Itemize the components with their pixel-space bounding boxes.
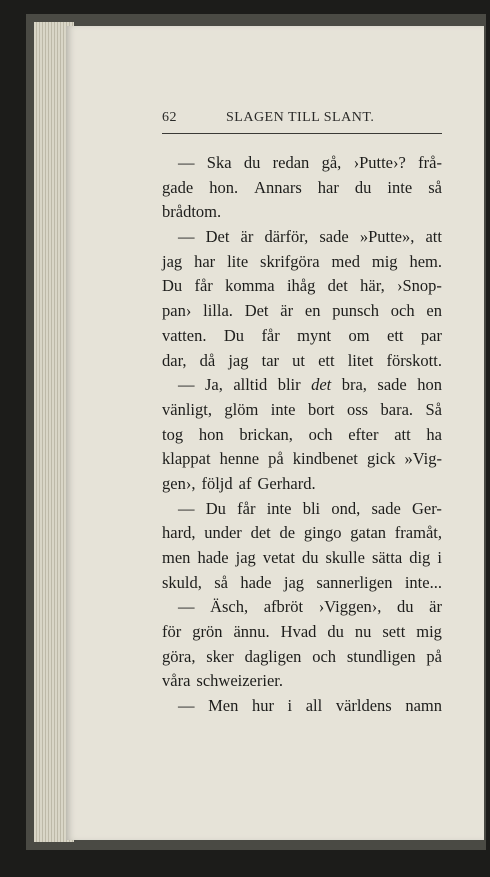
word: henne <box>219 449 260 469</box>
word: — <box>178 227 195 247</box>
word: stundligen <box>346 646 416 666</box>
text-line <box>162 546 442 571</box>
word: lilla. <box>203 301 233 321</box>
word: ett <box>387 325 404 345</box>
word: Hvad <box>280 622 317 642</box>
word: sannerligen <box>316 572 393 592</box>
word: punsch <box>332 301 380 321</box>
word: är <box>429 597 442 617</box>
word: det <box>327 276 348 296</box>
word: dar, <box>162 350 187 370</box>
word: har <box>317 177 339 197</box>
word: brådtom. <box>162 202 222 222</box>
word: »Putte», <box>359 227 415 247</box>
text-line <box>162 324 442 349</box>
word: efter <box>348 424 379 444</box>
word: sätta <box>371 548 403 567</box>
word: gingo <box>303 523 342 543</box>
word: Det <box>205 227 230 247</box>
word: hon. <box>209 177 239 197</box>
word: — <box>178 597 195 617</box>
word: och <box>308 424 333 444</box>
word: därför, <box>264 227 309 247</box>
word: och <box>390 301 415 321</box>
word: mynt <box>297 325 332 345</box>
text-line <box>162 200 442 225</box>
word: pan› <box>162 301 192 321</box>
word: bra, <box>341 375 367 395</box>
word: de <box>279 523 296 543</box>
word: att <box>425 227 442 247</box>
text-line <box>162 398 442 423</box>
word: bli <box>302 498 321 518</box>
word: komma <box>225 276 275 296</box>
word: för <box>162 622 182 642</box>
text-line <box>162 595 442 620</box>
word: — <box>178 498 195 518</box>
word: af <box>238 473 252 493</box>
word: par <box>420 325 442 345</box>
word: så <box>214 572 228 592</box>
word: — <box>178 696 195 716</box>
word: du <box>301 548 319 567</box>
word: ett <box>318 350 335 370</box>
word: blir <box>277 375 301 395</box>
word: på <box>268 449 284 469</box>
word: vatten. <box>162 325 207 345</box>
word: gatan <box>350 523 387 543</box>
word: Annars <box>254 177 302 197</box>
word: »Vig- <box>404 449 442 469</box>
word: skrifgöra <box>260 251 320 271</box>
word: mig <box>416 622 442 642</box>
word: ihåg <box>286 276 316 296</box>
word: litet <box>347 350 374 370</box>
body-text <box>162 151 442 719</box>
word: du <box>243 153 261 172</box>
text-line <box>162 472 442 497</box>
word: hon <box>417 375 442 395</box>
text-line <box>162 274 442 299</box>
text-line <box>162 645 442 670</box>
word: hon <box>198 424 224 444</box>
word: Du <box>223 325 245 345</box>
word: tar <box>261 350 280 370</box>
word: en <box>426 301 442 321</box>
word: gade <box>162 177 194 197</box>
word: Du <box>205 498 226 518</box>
running-header <box>162 110 442 128</box>
word: skuld, <box>162 572 202 592</box>
word: inte... <box>404 572 442 592</box>
word: har <box>194 251 216 271</box>
word: förskott. <box>386 350 442 370</box>
word: bara. <box>380 399 414 419</box>
text-line <box>162 521 442 546</box>
word: hade <box>197 548 229 567</box>
word: redan <box>272 153 310 172</box>
text-line <box>162 669 442 694</box>
word: det <box>250 523 271 543</box>
word: att <box>394 424 411 444</box>
word: grön <box>192 622 223 642</box>
text-line <box>162 225 442 250</box>
word: afbröt <box>263 597 304 617</box>
word: schweizerier. <box>196 671 283 691</box>
text-line <box>162 694 442 719</box>
word: under <box>204 523 242 543</box>
word: får <box>237 498 256 518</box>
word: är <box>280 301 294 321</box>
word: Men <box>208 696 239 716</box>
word: du <box>327 622 344 642</box>
word: gen›, <box>162 473 196 493</box>
word: jag <box>162 251 183 271</box>
word: alltid <box>233 375 268 395</box>
word: Äsch, <box>210 597 249 617</box>
word: brickan, <box>239 424 293 444</box>
word: frå- <box>418 153 442 172</box>
word: — <box>178 153 195 172</box>
word: glöm <box>224 399 259 419</box>
word: följd <box>201 473 233 493</box>
word: ›Viggen›, <box>318 597 382 617</box>
word: sade <box>319 227 349 247</box>
word: inte <box>387 177 413 197</box>
word: sett <box>382 622 406 642</box>
word: du <box>354 177 372 197</box>
word: kindbenet <box>292 449 358 469</box>
word: framåt, <box>394 523 442 543</box>
word: gick <box>366 449 396 469</box>
text-line <box>162 373 442 398</box>
text-line <box>162 447 442 472</box>
word: våra <box>162 671 191 691</box>
word: jag <box>235 548 256 567</box>
word: här, <box>360 276 385 296</box>
word: ännu. <box>233 622 270 642</box>
text-line <box>162 571 442 596</box>
word: ond, <box>331 498 361 518</box>
word: Gerhard. <box>257 473 316 493</box>
word: lite <box>227 251 249 271</box>
text-line <box>162 423 442 448</box>
running-title: SLAGEN TILL SLANT. <box>226 110 375 125</box>
word: vänligt, <box>162 399 212 419</box>
word: ha <box>426 424 442 444</box>
word: sker <box>206 646 234 666</box>
word: så <box>428 177 442 197</box>
word: på <box>426 646 442 666</box>
word: ut <box>292 350 305 370</box>
word: klappat <box>162 449 211 469</box>
word: namn <box>405 696 442 716</box>
word: dagligen <box>244 646 302 666</box>
word: mig <box>371 251 398 271</box>
word: nu <box>354 622 372 642</box>
word: gå, <box>321 153 342 172</box>
word: då <box>199 350 216 370</box>
word: vetat <box>262 548 295 567</box>
word: Ger- <box>412 498 442 518</box>
word: hard, <box>162 523 196 543</box>
text-line <box>162 299 442 324</box>
word: sade <box>377 375 407 395</box>
word: om <box>348 325 370 345</box>
word: bort <box>307 399 335 419</box>
word: världens <box>335 696 392 716</box>
word: Det <box>244 301 269 321</box>
word: inte <box>270 399 296 419</box>
word: dig <box>409 548 431 567</box>
word: i <box>287 696 293 716</box>
word: Ska <box>206 153 232 172</box>
text-line <box>162 250 442 275</box>
word: Ja, <box>204 375 223 395</box>
word: och <box>312 646 337 666</box>
word: får <box>194 276 213 296</box>
word: inte <box>266 498 292 518</box>
word: göra, <box>162 646 196 666</box>
word: hem. <box>409 251 442 271</box>
text-line <box>162 497 442 522</box>
word: du <box>397 597 414 617</box>
word: det <box>311 375 332 395</box>
text-line <box>162 349 442 374</box>
word: all <box>305 696 323 716</box>
word: jag <box>228 350 249 370</box>
word: — <box>178 375 195 395</box>
word: Så <box>425 399 442 419</box>
word: oss <box>346 399 369 419</box>
word: jag <box>283 572 305 592</box>
word: skulle <box>325 548 365 567</box>
page-number: 62 <box>162 110 177 125</box>
word: i <box>437 548 442 567</box>
word: får <box>261 325 280 345</box>
word: ›Snop- <box>397 276 442 296</box>
word: en <box>304 301 321 321</box>
word: med <box>331 251 360 271</box>
word: sade <box>371 498 401 518</box>
text-line <box>162 176 442 201</box>
word: men <box>162 548 191 567</box>
word: ›Putte›? <box>353 153 406 172</box>
word: Du <box>162 276 183 296</box>
text-line <box>162 151 442 176</box>
word: tog <box>162 424 184 444</box>
word: är <box>240 227 254 247</box>
word: hade <box>240 572 272 592</box>
header-rule <box>162 133 442 134</box>
word: hur <box>251 696 274 716</box>
text-line <box>162 620 442 645</box>
